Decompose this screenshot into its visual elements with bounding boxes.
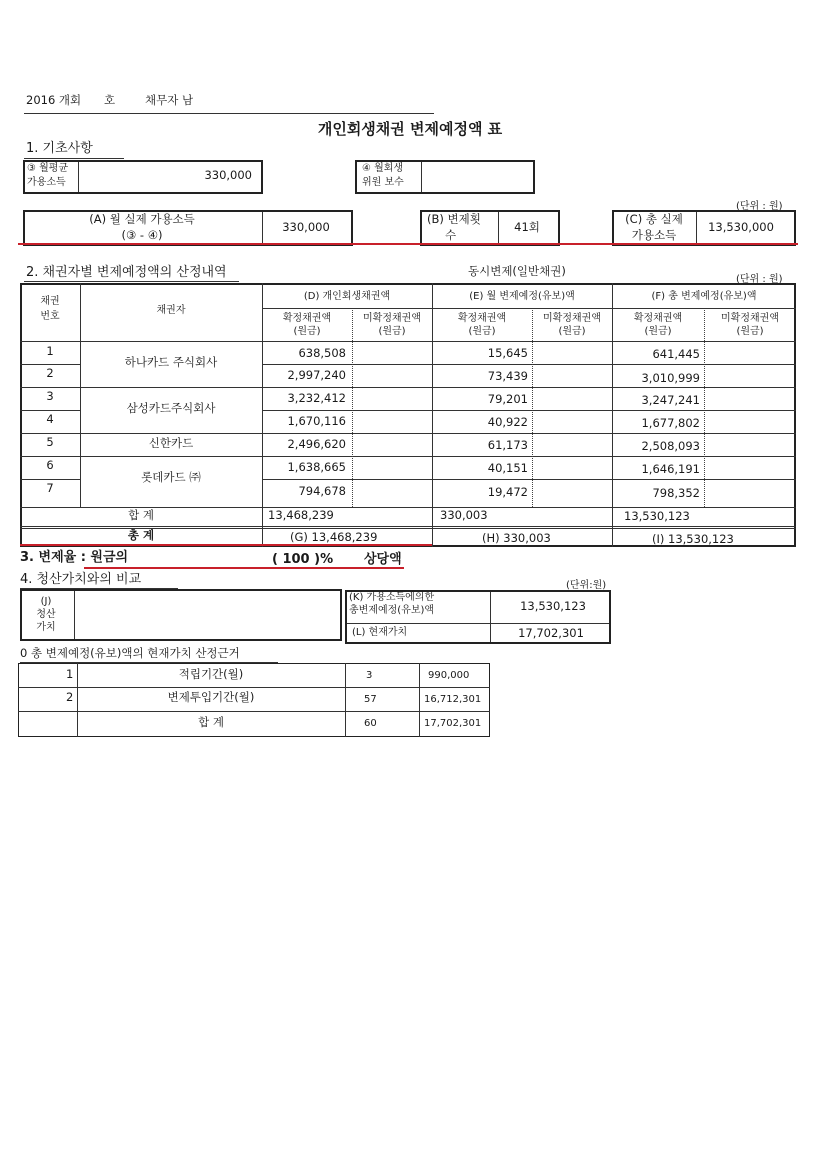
d-confirmed-header-2: (원금) — [293, 326, 321, 337]
creditor-name-lotte: 롯데카드 ㈜ — [141, 470, 201, 484]
col-f-header: (F) 총 변제예정(유보)액 — [651, 291, 757, 302]
pv-sum-months: 60 — [364, 718, 377, 729]
col-e-header: (E) 월 변제예정(유보)액 — [469, 291, 575, 302]
row-6-d: 1,638,665 — [287, 460, 346, 474]
k-label-2: 총변제예정(유보)액 — [349, 605, 435, 616]
red-underline-total — [20, 544, 432, 546]
row-3-no: 3 — [46, 389, 54, 403]
row-5-e: 61,173 — [487, 438, 528, 452]
liquidation-j-label: (J) — [40, 596, 52, 607]
pv-row-2-months: 57 — [364, 694, 377, 705]
pv-sum-label: 합 계 — [198, 715, 224, 729]
section4-heading: 4. 청산가치와의 비교 — [20, 572, 142, 587]
f-unconfirmed-header-2: (원금) — [736, 326, 764, 337]
pv-sum-amount: 17,702,301 — [424, 718, 482, 729]
row-1-f: 641,445 — [652, 347, 700, 361]
total-income-c-value: 13,530,000 — [708, 220, 774, 234]
pv-row-2-label: 변제투입기간(월) — [167, 690, 255, 704]
l-value: 17,702,301 — [518, 626, 584, 640]
section5-heading: 0 총 변제예정(유보)액의 현재가치 산정근거 — [20, 646, 240, 660]
e-unconfirmed-header-2: (원금) — [558, 326, 586, 337]
d-unconfirmed-header-2: (원금) — [378, 326, 406, 337]
available-income-a-value: 330,000 — [282, 220, 330, 234]
header-underline — [24, 113, 434, 114]
f-confirmed-header: 확정채권액 — [633, 313, 683, 324]
pv-row-1-label: 적립기간(월) — [178, 667, 244, 681]
e-confirmed-header-2: (원금) — [468, 326, 496, 337]
row-1-d: 638,508 — [298, 346, 346, 360]
row-3-d: 3,232,412 — [287, 391, 346, 405]
total-g: (G) 13,468,239 — [290, 530, 378, 544]
section2-heading-underline — [24, 281, 239, 282]
available-income-a-label: (A) 월 실제 가용소득 — [89, 212, 195, 226]
row-2-d: 2,997,240 — [287, 368, 346, 382]
row-4-d: 1,670,116 — [287, 414, 346, 428]
repayment-count-b-label: (B) 변제횟 — [427, 212, 481, 226]
creditor-name-hana: 하나카드 주식회사 — [124, 355, 218, 369]
row-5-no: 5 — [46, 435, 54, 449]
repayment-rate-label: 3. 변제율 : 원금의 — [20, 550, 129, 565]
section1-unit: (단위 : 원) — [736, 201, 783, 212]
repayment-count-b-label-2: 수 — [445, 228, 457, 242]
section2-subtitle: 동시변제(일반채권) — [468, 264, 566, 278]
liquidation-j-label-2: 청산 — [36, 609, 56, 620]
d-unconfirmed-header: 미확정채권액 — [363, 313, 421, 324]
col-d-header: (D) 개인회생채권액 — [303, 291, 391, 302]
section1-heading: 1. 기초사항 — [26, 141, 93, 156]
row-5-f: 2,508,093 — [641, 439, 700, 453]
page-title: 개인회생채권 변제예정액 표 — [317, 120, 503, 138]
total-label: 총 계 — [127, 528, 155, 542]
monthly-income-label-2: 가용소득 — [27, 177, 66, 188]
section2-heading: 2. 채권자별 변제예정액의 산정내역 — [26, 265, 227, 280]
total-h: (H) 330,003 — [482, 531, 551, 545]
l-label: (L) 현재가치 — [352, 627, 408, 638]
row-1-e: 15,645 — [487, 346, 528, 360]
case-number: 2016 개회 — [26, 93, 82, 107]
creditor-name-shinhan: 신한카드 — [148, 436, 194, 450]
case-ho: 호 — [104, 93, 116, 107]
row-6-e: 40,151 — [487, 461, 528, 475]
monthly-income-value: 330,000 — [204, 168, 252, 182]
row-4-f: 1,677,802 — [641, 416, 700, 430]
available-income-a-label-2: (③ - ④) — [121, 228, 163, 242]
e-confirmed-header: 확정채권액 — [457, 313, 507, 324]
debtor-name: 채무자 남 — [145, 93, 194, 107]
row-6-f: 1,646,191 — [641, 462, 700, 476]
total-i: (I) 13,530,123 — [652, 532, 734, 546]
section2-unit: (단위 : 원) — [736, 274, 783, 285]
pv-row-2-no: 2 — [66, 690, 74, 704]
liquidation-value-j-box — [20, 589, 342, 641]
col-no-header-2: 번호 — [40, 311, 60, 322]
section4-unit: (단위:원) — [566, 580, 607, 591]
row-2-no: 2 — [46, 366, 54, 380]
row-4-e: 40,922 — [487, 415, 528, 429]
red-underline-section1 — [18, 243, 798, 245]
f-unconfirmed-header: 미확정채권액 — [721, 313, 779, 324]
row-7-d: 794,678 — [298, 484, 346, 498]
row-2-e: 73,439 — [487, 369, 528, 383]
row-2-f: 3,010,999 — [641, 371, 700, 385]
row-7-no: 7 — [46, 481, 54, 495]
commissioner-fee-label: ④ 월회생 — [362, 163, 404, 174]
sum-e: 330,003 — [440, 508, 488, 522]
f-confirmed-header-2: (원금) — [644, 326, 672, 337]
repayment-count-b-value: 41회 — [514, 220, 540, 234]
row-3-e: 79,201 — [487, 392, 528, 406]
sum-d: 13,468,239 — [268, 508, 334, 522]
pv-row-1-no: 1 — [66, 667, 74, 681]
total-income-c-label: (C) 총 실제 — [625, 212, 683, 226]
red-underline-rate — [84, 567, 404, 569]
creditor-name-samsung: 삼성카드주식회사 — [126, 401, 216, 415]
sum-f: 13,530,123 — [624, 509, 690, 523]
repayment-rate-value: ( 100 )% — [272, 552, 334, 567]
d-confirmed-header: 확정채권액 — [282, 313, 332, 324]
sum-label: 합 계 — [128, 508, 154, 522]
repayment-rate-suffix: 상당액 — [364, 552, 402, 567]
monthly-income-label: ③ 월평균 — [27, 163, 69, 174]
col-no-header: 채권 — [40, 296, 60, 307]
row-6-no: 6 — [46, 458, 54, 472]
row-7-e: 19,472 — [487, 485, 528, 499]
k-label: (K) 가용소득에의한 — [349, 592, 435, 603]
row-5-d: 2,496,620 — [287, 437, 346, 451]
pv-row-1-months: 3 — [366, 670, 373, 681]
row-3-f: 3,247,241 — [641, 393, 700, 407]
pv-row-1-amount: 990,000 — [428, 670, 470, 681]
total-income-c-label-2: 가용소득 — [631, 228, 677, 242]
row-1-no: 1 — [46, 344, 54, 358]
commissioner-fee-label-2: 위원 보수 — [362, 177, 404, 188]
col-creditor-header: 채권자 — [156, 305, 186, 316]
section1-heading-underline — [24, 158, 124, 159]
e-unconfirmed-header: 미확정채권액 — [543, 313, 601, 324]
pv-row-2-amount: 16,712,301 — [424, 694, 482, 705]
k-value: 13,530,123 — [520, 599, 586, 613]
row-4-no: 4 — [46, 412, 54, 426]
liquidation-j-label-3: 가치 — [36, 622, 56, 633]
row-7-f: 798,352 — [652, 486, 700, 500]
